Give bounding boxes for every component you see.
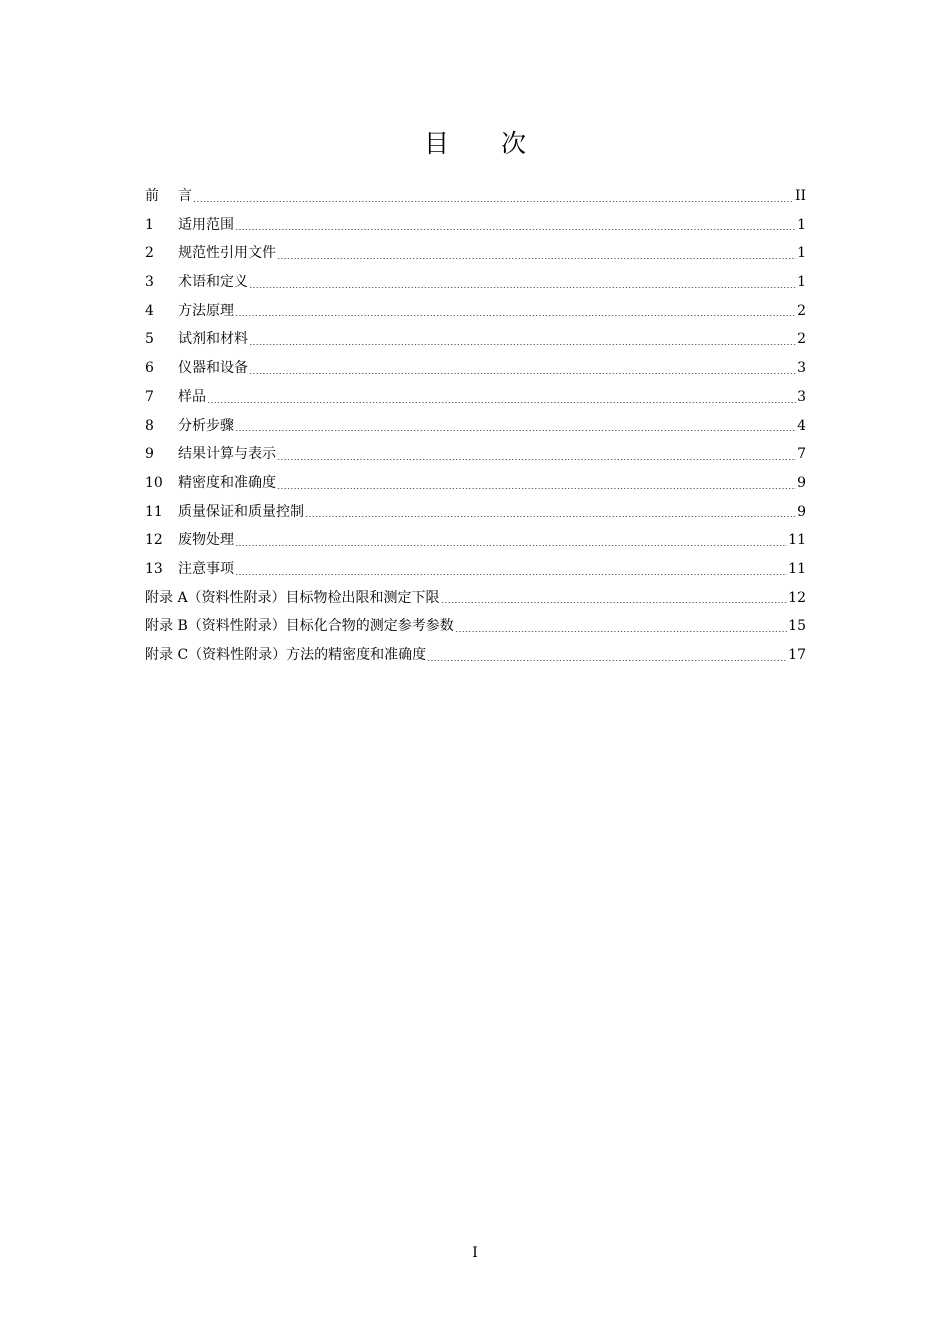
toc-entry-label: 附录 A（资料性附录）目标物检出限和测定下限 [145, 589, 440, 606]
toc-entry-label: 附录 C（资料性附录）方法的精密度和准确度 [145, 647, 427, 663]
toc-entry-page: 11 [788, 532, 806, 549]
toc-leader-dots [207, 402, 796, 403]
toc-leader-dots [277, 459, 796, 460]
toc-leader-dots [427, 660, 787, 661]
toc-entry-page: 9 [797, 474, 806, 491]
toc-leader-dots [235, 315, 796, 316]
toc-entry[interactable] [145, 383, 806, 412]
toc-entry[interactable] [145, 354, 806, 383]
toc-entry-label: 质量保证和质量控制 [178, 503, 304, 520]
toc-leader-dots [277, 488, 796, 489]
toc-entry-label: 言 [178, 188, 192, 204]
toc-entry-number: 11 [145, 503, 163, 520]
toc-leader-dots [277, 258, 796, 259]
toc-entry-label: 规范性引用文件 [178, 245, 276, 262]
toc-entry[interactable] [145, 325, 806, 354]
toc-leader-dots [249, 344, 796, 345]
toc-entry-number: 8 [145, 417, 154, 434]
toc-entry-number: 4 [145, 302, 154, 319]
toc-entry-number: 2 [145, 245, 154, 262]
toc-entry-appendix-c[interactable] [145, 641, 806, 670]
toc-entry-label: 适用范围 [178, 216, 234, 233]
toc-entry-label: 精密度和准确度 [178, 474, 276, 491]
toc-entry-page: 9 [797, 503, 806, 520]
toc-leader-dots [441, 602, 788, 603]
toc-entry-label: 结果计算与表示 [178, 446, 276, 463]
page-title: 目 次 [424, 129, 548, 158]
toc-entry[interactable] [145, 555, 806, 584]
toc-entry-label: 分析步骤 [178, 417, 234, 434]
toc-leader-dots [305, 516, 796, 517]
toc-entry-label: 废物处理 [178, 532, 234, 549]
toc-entry-label: 方法原理 [178, 302, 234, 319]
toc-entry[interactable] [145, 239, 806, 268]
toc-entry-number: 9 [145, 446, 154, 463]
toc-entry-number: 5 [145, 331, 154, 348]
toc-entry-number: 10 [145, 474, 163, 491]
toc-entry-page: 11 [788, 560, 806, 577]
toc-entry-label: 注意事项 [178, 560, 234, 577]
toc-entry-page: 1 [797, 274, 806, 291]
toc-entry[interactable] [145, 526, 806, 555]
toc-entry-number: 12 [145, 532, 163, 549]
toc-entry-number: 6 [145, 360, 154, 377]
toc-leader-dots [193, 201, 794, 202]
toc-entry[interactable] [145, 211, 806, 240]
toc-entry-page: II [794, 188, 806, 204]
toc-leader-dots [455, 631, 787, 632]
toc-entry-label: 样品 [178, 388, 206, 405]
toc-entry-number: 前 [145, 188, 159, 204]
toc-entry-page: 2 [797, 302, 806, 319]
toc-entry-number: 1 [145, 216, 154, 233]
toc-entry-page: 1 [797, 216, 806, 233]
toc-entry-appendix-b[interactable] [145, 612, 806, 641]
toc-entry-label: 附录 B（资料性附录）目标化合物的测定参考参数 [145, 618, 454, 635]
toc-leader-dots [235, 229, 796, 230]
toc-entry[interactable] [145, 498, 806, 527]
toc-leader-dots [235, 545, 787, 546]
toc-entry-page: 17 [788, 647, 806, 663]
toc-entry-page: 3 [797, 360, 806, 377]
toc-entry[interactable] [145, 469, 806, 498]
table-of-contents [145, 182, 806, 670]
page-number: I [472, 1245, 478, 1261]
toc-entry-page: 3 [797, 388, 806, 405]
toc-leader-dots [235, 574, 787, 575]
toc-entry[interactable] [145, 297, 806, 326]
toc-entry-number: 7 [145, 388, 154, 405]
toc-entry-page: 1 [797, 245, 806, 262]
toc-entry-label: 术语和定义 [178, 274, 248, 291]
toc-entry-preface[interactable] [145, 182, 806, 211]
toc-entry-number: 3 [145, 274, 154, 291]
toc-entry[interactable] [145, 440, 806, 469]
toc-entry-page: 7 [797, 446, 806, 463]
toc-leader-dots [249, 287, 796, 288]
toc-entry[interactable] [145, 268, 806, 297]
toc-entry-label: 仪器和设备 [178, 360, 248, 377]
toc-entry-page: 2 [797, 331, 806, 348]
toc-leader-dots [235, 430, 796, 431]
toc-entry-page: 12 [788, 589, 806, 606]
toc-entry-page: 4 [797, 417, 806, 434]
toc-entry[interactable] [145, 412, 806, 441]
toc-entry-label: 试剂和材料 [178, 331, 248, 348]
toc-entry-appendix-a[interactable] [145, 584, 806, 613]
toc-entry-page: 15 [788, 618, 806, 635]
toc-leader-dots [249, 373, 796, 374]
toc-entry-number: 13 [145, 560, 163, 577]
